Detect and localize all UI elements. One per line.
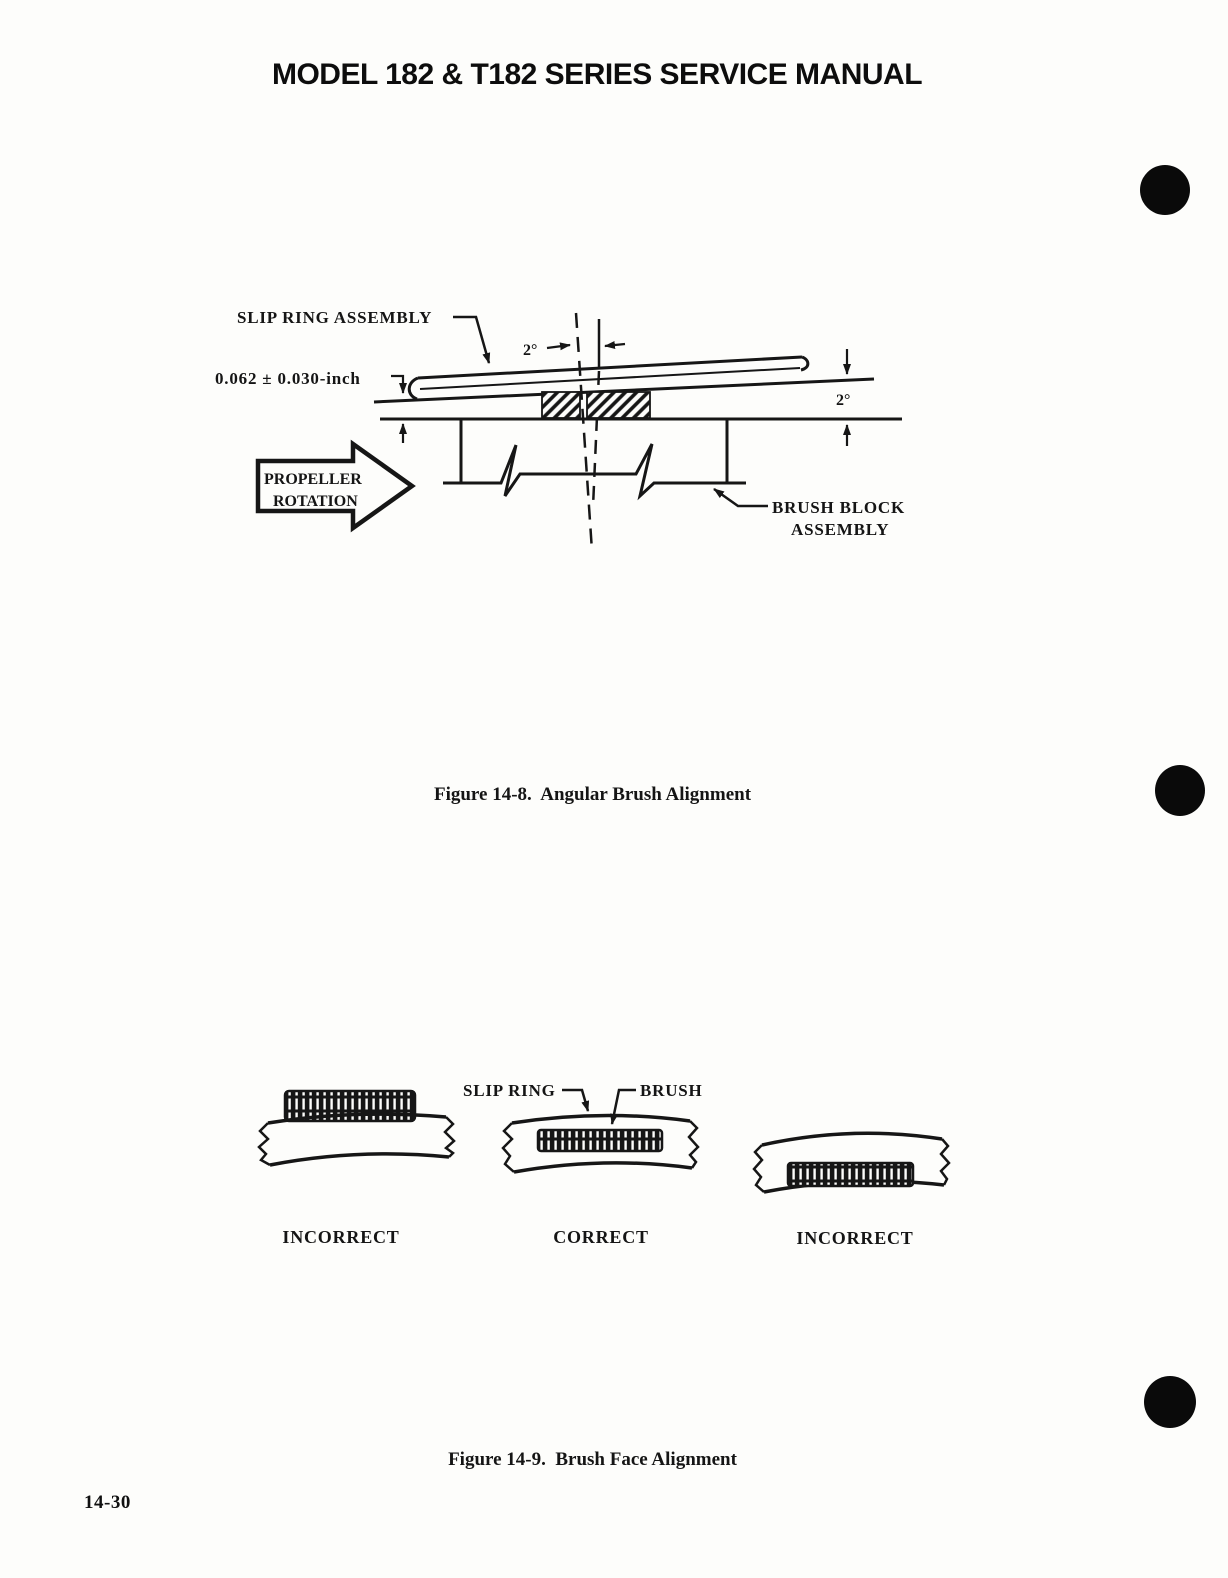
break-edge-right-1 — [754, 1145, 764, 1192]
tilted-dashed-centerline — [576, 313, 592, 551]
slip-ring-bottom-curve-left — [270, 1154, 449, 1165]
figure-14-9-diagram — [250, 1055, 950, 1265]
slip-ring-top-curve-right — [762, 1133, 942, 1145]
brush-face-incorrect-right — [754, 1133, 949, 1192]
band-top-edge — [418, 357, 802, 378]
gap-dimension-text: 0.062 ± 0.030-inch — [215, 369, 361, 388]
slip-ring-assembly-label — [237, 308, 489, 363]
verdict-center: CORRECT — [553, 1227, 649, 1247]
brush-right-example — [788, 1163, 913, 1186]
brush-block-assembly-label — [714, 489, 905, 539]
break-edge-left-2 — [445, 1117, 454, 1157]
brush-left-half — [542, 392, 580, 418]
angle-top-dimension — [523, 342, 625, 359]
verdict-right: INCORRECT — [796, 1228, 914, 1248]
brush-face-correct — [503, 1115, 698, 1172]
gap-dimension — [215, 369, 403, 443]
angle-top-arrow-right — [605, 344, 625, 346]
brush-block-leader-line — [714, 489, 768, 506]
binder-hole-bottom — [1144, 1376, 1196, 1428]
slip-ring-leader-line — [453, 317, 489, 363]
brush-face-incorrect-left — [259, 1091, 454, 1165]
verdict-left: INCORRECT — [282, 1227, 400, 1247]
propeller-text-line1: PROPELLER — [264, 471, 362, 488]
figure-14-9-caption: Figure 14-9. Brush Face Alignment — [448, 1449, 737, 1470]
brush-label-text: BRUSH — [640, 1081, 703, 1100]
brush-leader — [612, 1090, 636, 1124]
angle-top-text: 2° — [523, 342, 538, 359]
band-left-cap — [409, 378, 418, 399]
centerline-group — [576, 313, 599, 551]
propeller-text-line2: ROTATION — [273, 493, 358, 510]
break-edge-center-1 — [503, 1123, 514, 1172]
brush-center-example — [538, 1130, 662, 1151]
propeller-rotation-arrow — [258, 444, 412, 528]
page-number: 14-30 — [84, 1492, 131, 1513]
gap-dimension-hook-arrow — [391, 376, 403, 393]
figure-14-8-diagram — [190, 293, 920, 555]
brush-block-text-line1: BRUSH BLOCK — [772, 498, 906, 517]
slip-ring-top-curve-center — [512, 1115, 690, 1123]
slip-ring-label-text: SLIP RING — [463, 1081, 556, 1100]
figure-14-8-caption: Figure 14-8. Angular Brush Alignment — [433, 784, 752, 805]
binder-hole-middle — [1155, 765, 1205, 816]
break-edge-left-1 — [259, 1123, 270, 1165]
band-right-cap — [801, 357, 808, 370]
angle-top-arrow-left — [547, 345, 570, 348]
angle-right-text: 2° — [836, 392, 851, 409]
manual-title: MODEL 182 & T182 SERIES SERVICE MANUAL — [271, 58, 923, 91]
brush-right-half — [587, 392, 650, 418]
brush-block-text-line2: ASSEMBLY — [791, 520, 890, 539]
binder-hole-top — [1140, 165, 1190, 215]
slip-ring-bottom-curve-center — [514, 1163, 692, 1172]
brush-hatched — [542, 392, 650, 418]
slip-ring-leader — [562, 1090, 588, 1111]
brush-block — [380, 419, 902, 496]
figure2-verdicts — [282, 1227, 913, 1248]
angle-right-dimension — [836, 349, 850, 446]
break-edge-right-2 — [941, 1139, 949, 1185]
break-edge-center-2 — [689, 1121, 698, 1168]
slip-ring-assembly-text: SLIP RING ASSEMBLY — [237, 308, 433, 327]
